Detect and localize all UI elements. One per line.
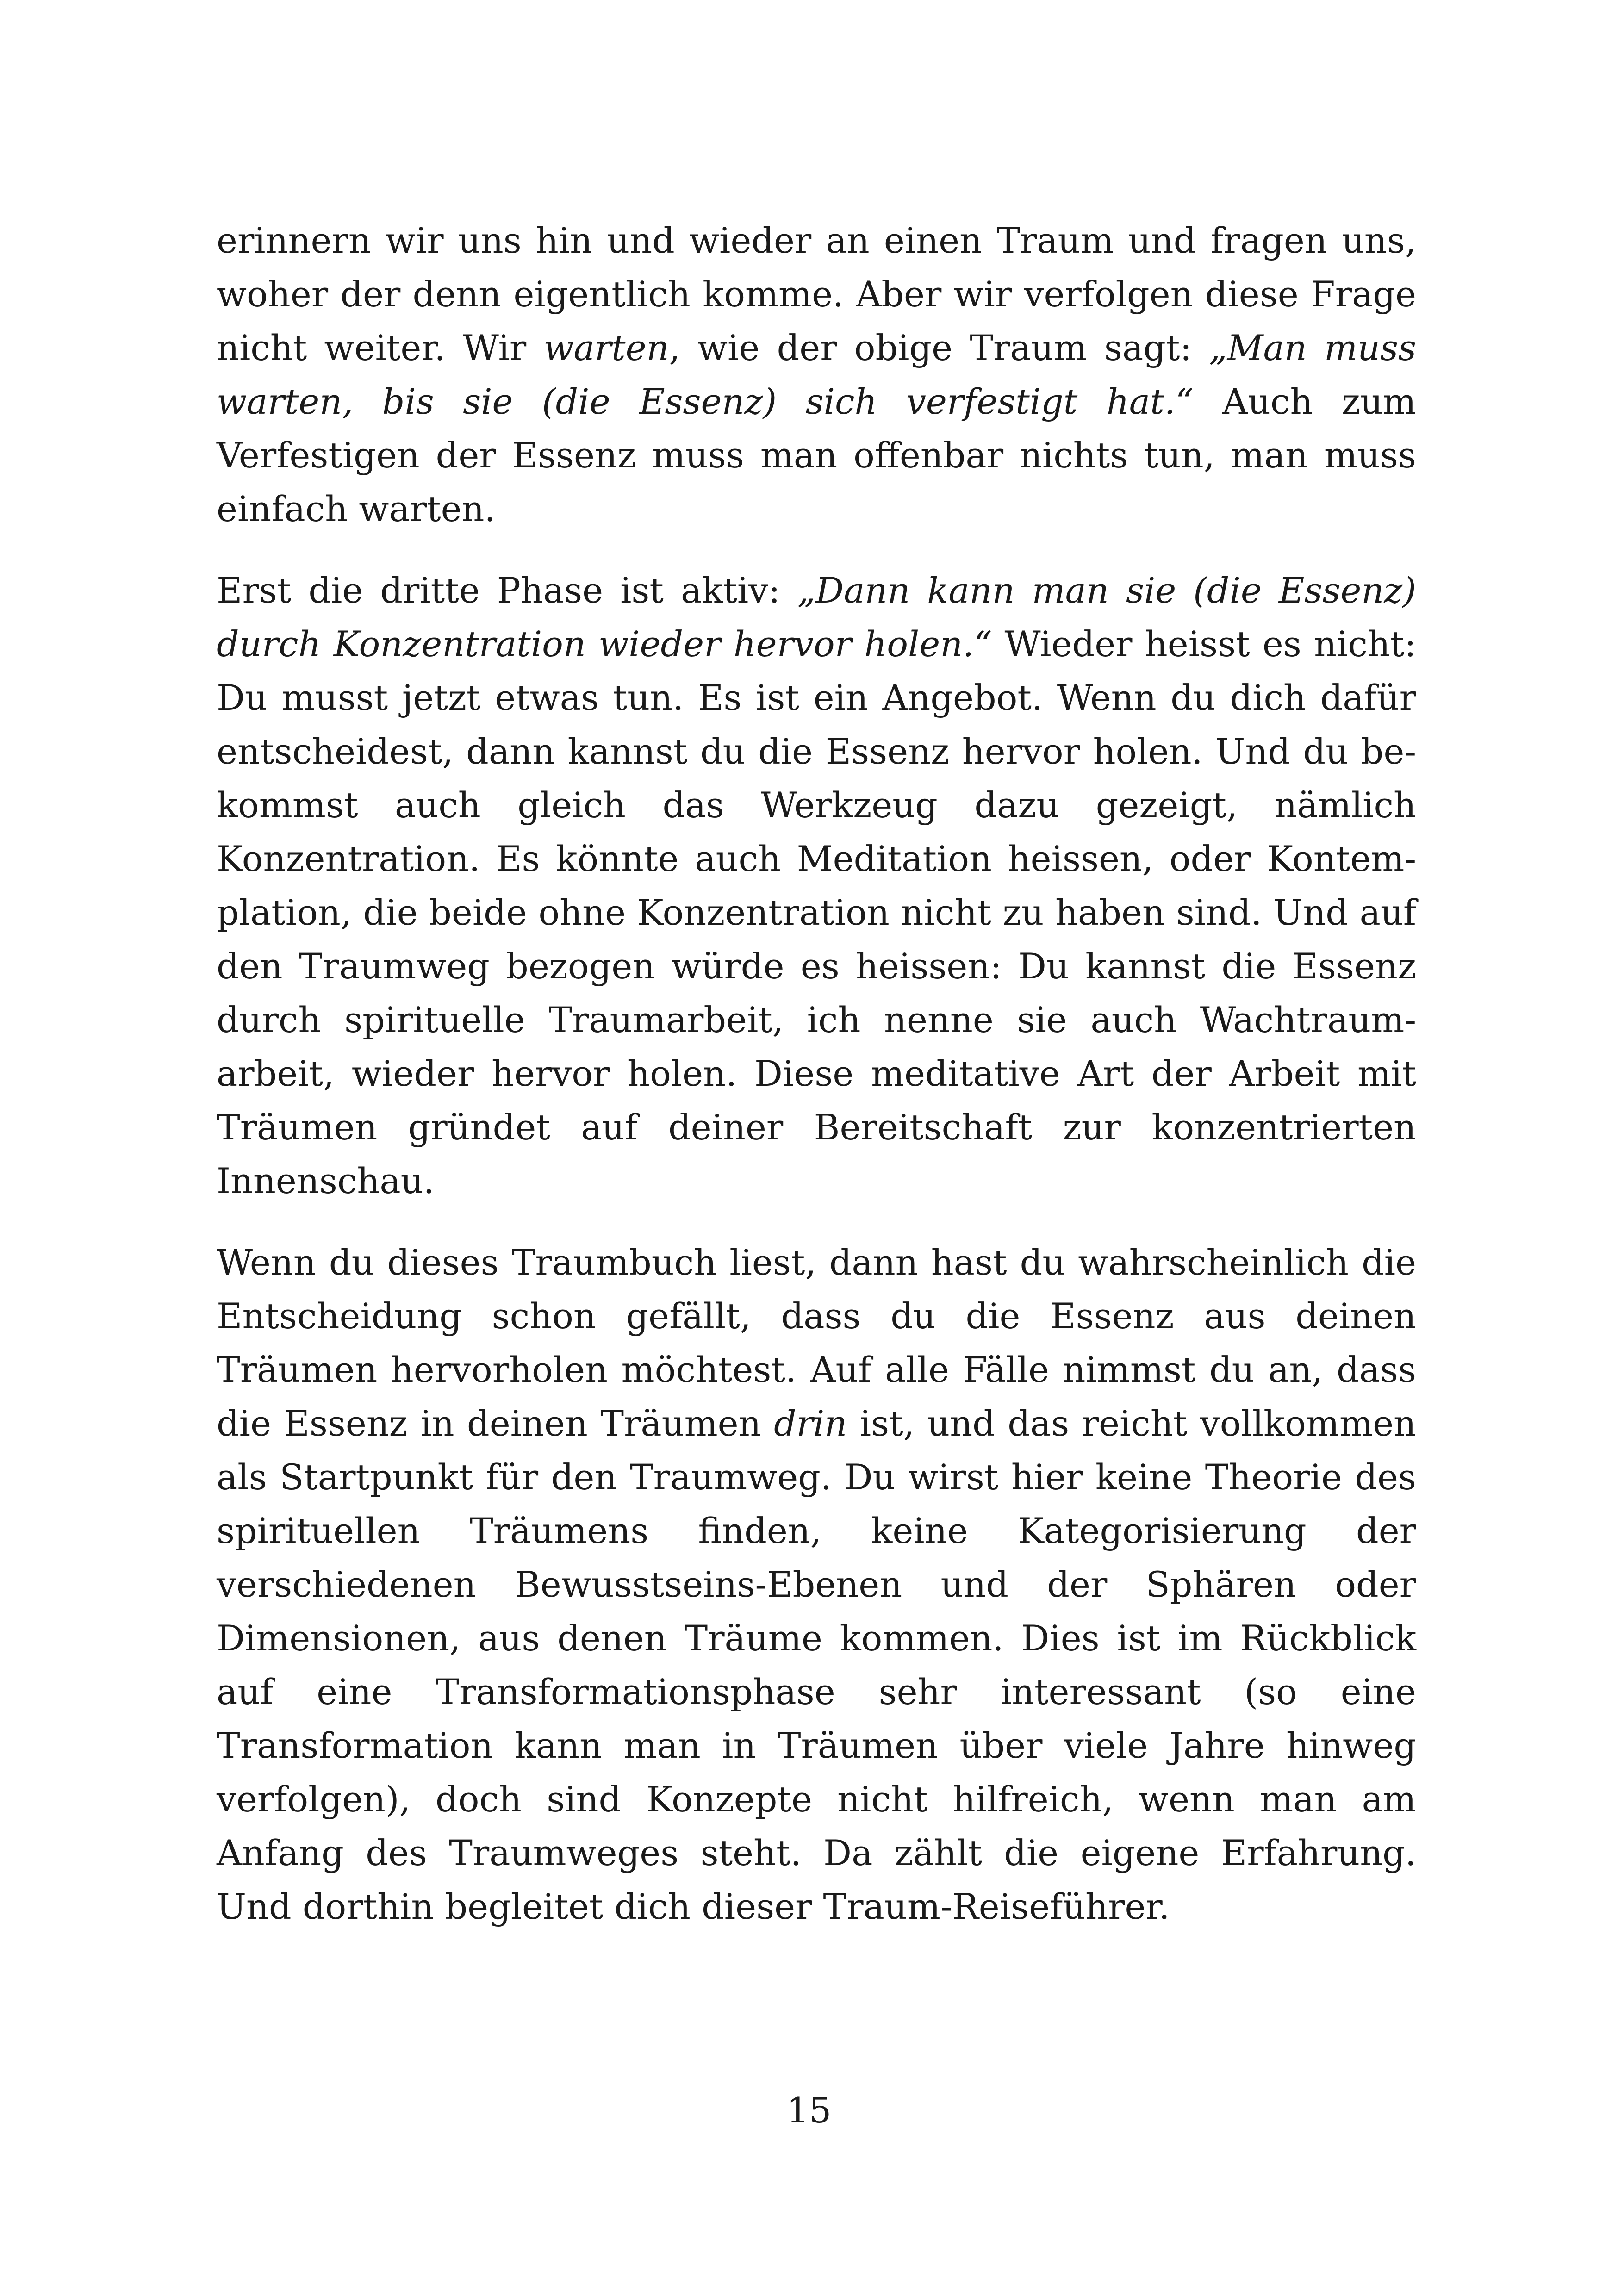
italic-quote: „Man muss warten, bis sie (die Essenz) sich verfestigt hat.“ <box>217 327 1417 422</box>
text-run: Wieder heisst es nicht: Du musst jetzt etwas tun. Es ist ein Angebot. Wenn du dich dafür entscheidest, dann kannst du die Essenz hervor holen. Und du bekommst auch gleich das Werkzeug dazu gezeigt, nämlich Konzentration. Es könnte auch Meditation heissen, oder Kontemplation, die beide ohne Konzentration nicht zu haben sind. Und auf den Traumweg bezogen würde es heissen: Du kannst die Essenz durch spirituelle Traumarbeit, ich nenne sie auch Wachtraumarbeit, wieder hervor holen. Diese meditative Art der Arbeit mit Träumen gründet auf deiner Bereitschaft zur konzentrierten Innenschau. <box>217 623 1416 1201</box>
italic-run: warten <box>543 327 669 368</box>
text-run: , wie der obige Traum sagt: <box>669 327 1209 368</box>
italic-run: drin <box>774 1403 847 1444</box>
text-run: ist, und das reicht vollkommen als Startpunkt für den Traumweg. Du wirst hier keine Theorie des spirituellen Träumens finden, keine Kategorisierung der verschiedenen Bewusstseins-Ebenen und der Sphären oder Dimensionen, aus denen Träume kommen. Dies ist im Rückblick auf eine Transformationsphase sehr interessant (so eine Transformation kann man in Träumen über viele Jahre hinweg verfolgen), doch sind Konzepte nicht hilfreich, wenn man am Anfang des Traumweges steht. Da zählt die eigene Erfahrung. Und dorthin begleitet dich dieser Traum-Reiseführer. <box>217 1403 1416 1927</box>
text-run: Erst die dritte Phase ist aktiv: <box>217 570 797 611</box>
text-run: Wenn du dieses Traumbuch liest, dann hast du wahrscheinlich die Entscheidung schon gefällt, dass du die Essenz aus deinen Träumen hervorholen möchtest. Auf alle Fälle nimmst du an, dass die Essenz in deinen Träumen <box>217 1242 1416 1444</box>
italic-quote: „Dann kann man sie (die Essenz) durch Konzentration wieder hervor holen.“ <box>217 570 1416 665</box>
paragraph-2 <box>217 564 1416 1208</box>
text-run: Auch zum Verfestigen der Essenz muss man offenbar nichts tun, man muss einfach warten. <box>217 381 1417 529</box>
body-text <box>217 214 1416 1934</box>
page-number: 15 <box>786 2090 832 2131</box>
paragraph-1 <box>217 214 1416 536</box>
text-run: erinnern wir uns hin und wieder an einen Traum und fragen uns, woher der denn eigentlich komme. Aber wir verfolgen diese Frage nicht weiter. Wir <box>217 220 1416 368</box>
paragraph-3 <box>217 1236 1416 1934</box>
